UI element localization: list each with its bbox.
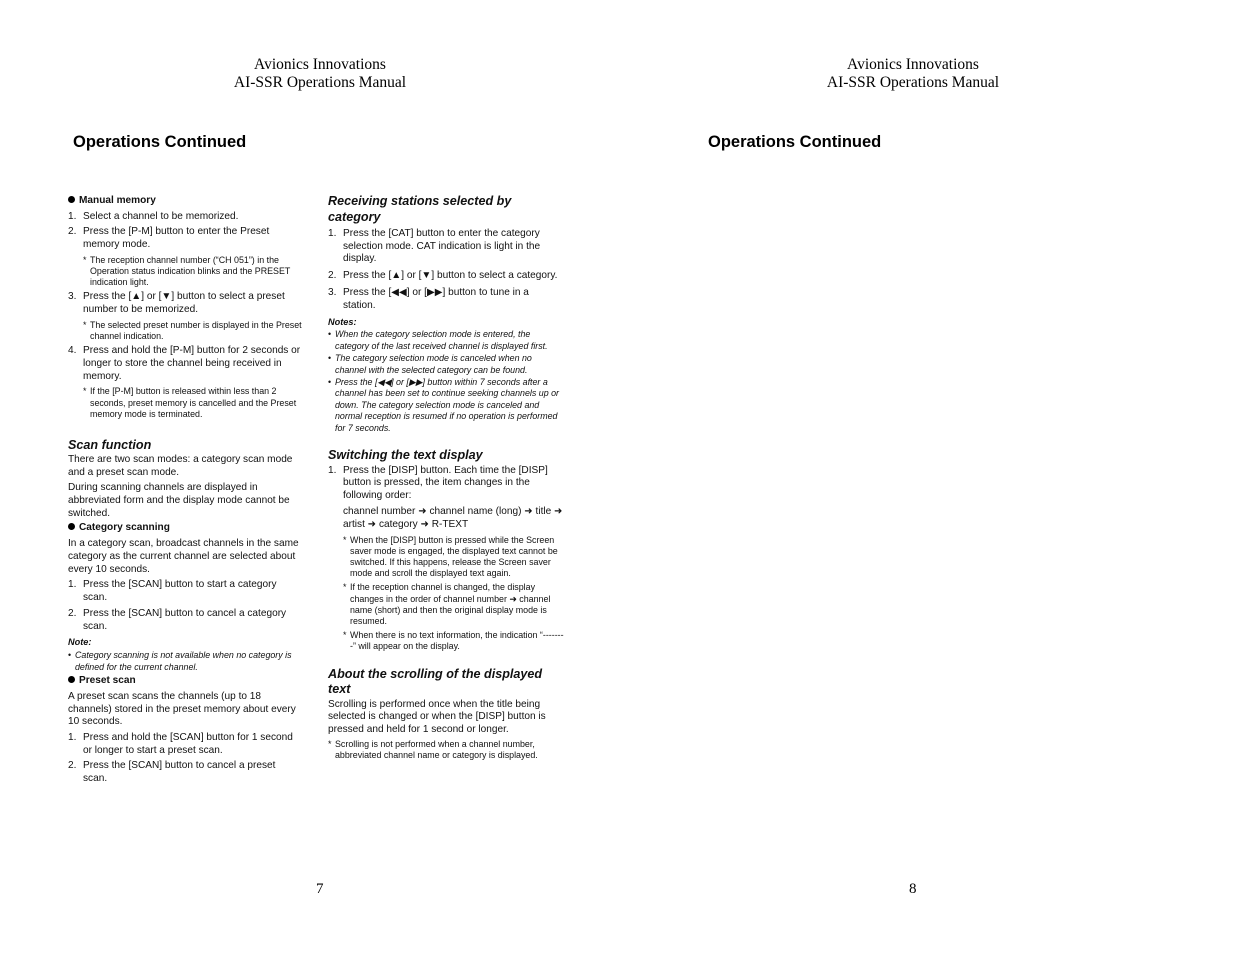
bullet-icon	[68, 676, 75, 683]
list-item: 4. Press and hold the [P-M] button for 2 seconds or longer to store the channel being received in memory.	[68, 344, 301, 382]
manual-memory-steps	[68, 211, 302, 252]
display-steps	[328, 465, 564, 503]
note-item: • When the category selection mode is entered, the category of the last received channel is displayed first.	[328, 329, 564, 352]
paragraph: During scanning channels are displayed in abbreviated form and the display mode cannot be switched.	[68, 482, 290, 519]
list-item: 2. Press the [▲] or [▼] button to select a category.	[328, 270, 558, 282]
header-company: Avionics Innovations	[254, 56, 386, 73]
footnote: * Scrolling is not performed when a channel number, abbreviated channel name or category is displayed.	[328, 739, 564, 761]
footnote: * If the reception channel is changed, the display changes in the order of channel number ➜ channel name (short) and then the original display mode is resumed.	[343, 582, 564, 627]
category-scan-steps	[68, 579, 302, 633]
footnote: * The reception channel number (“CH 051”) in the Operation status indication blinks and the PRESET indication light.	[83, 255, 302, 289]
paragraph: There are two scan modes: a category scan mode and a preset scan mode.	[68, 454, 293, 479]
manual-memory-steps-cont	[68, 345, 302, 383]
footnote: * If the [P-M] button is released within less than 2 seconds, preset memory is cancelled and the Preset memory mode is terminated.	[83, 386, 302, 420]
display-order: channel number ➜ channel name (long) ➜ title ➜ artist ➜ category ➜ R-TEXT	[343, 505, 563, 530]
list-item: 3. Press the [◀◀] or [▶▶] button to tune in a station.	[328, 286, 529, 311]
note-item: • The category selection mode is canceled when no channel with the selected category can be found.	[328, 353, 564, 376]
paragraph: A preset scan scans the channels (up to 18 channels) stored in the preset memory about every 10 seconds.	[68, 690, 296, 728]
receiving-by-category-title: Receiving stations selected by category	[328, 194, 512, 224]
note-item: • Press the [◀◀] or [▶▶] button within 7 seconds after a channel has been set to continue seeking channels up or down. The category selection mode is canceled and normal reception is resumed if no operation is performed for 7 seconds.	[328, 377, 564, 434]
footnote: * When there is no text information, the indication “--------” will appear on the display.	[343, 630, 564, 652]
section-title: Operations Continued	[708, 133, 882, 151]
bullet-icon	[68, 523, 75, 530]
footnote: * When the [DISP] button is pressed while the Screen saver mode is engaged, the displayed text cannot be switched. If this happens, release the Screen saver mode and scroll the displayed text again.	[343, 535, 564, 580]
page-number: 8	[909, 881, 917, 897]
list-item: 2. Press the [SCAN] button to cancel a preset scan.	[68, 760, 276, 785]
page-number: 7	[316, 881, 324, 897]
manual-memory-steps-cont	[68, 291, 302, 317]
page-header	[170, 56, 470, 92]
footnote: * The selected preset number is displayed in the Preset channel indication.	[83, 320, 302, 342]
column-right	[328, 194, 564, 761]
header-company: Avionics Innovations	[847, 56, 979, 73]
bullet-icon	[68, 196, 75, 203]
list-item: 1. Press the [CAT] button to enter the category selection mode. CAT indication is light in the display.	[328, 227, 541, 265]
section-title: Operations Continued	[73, 133, 247, 151]
note-item: • Category scanning is not available when no category is defined for the current channel.	[68, 650, 302, 673]
preset-scan-steps	[68, 732, 302, 786]
header-manual-title: AI-SSR Operations Manual	[826, 74, 1000, 91]
column-left	[68, 193, 302, 786]
paragraph: In a category scan, broadcast channels in the same category as the current channel are selected about every 10 seconds.	[68, 538, 299, 575]
list-item: 1. Press and hold the [SCAN] button for 1 second or longer to start a preset scan.	[68, 732, 293, 756]
manual-memory-heading: Manual memory	[68, 195, 302, 208]
header-manual-title: AI-SSR Operations Manual	[233, 74, 407, 91]
category-scanning-heading: Category scanning	[68, 522, 302, 535]
list-item: 2. Press the [SCAN] button to cancel a category scan.	[68, 607, 287, 632]
list-item: 1. Press the [DISP] button. Each time the [DISP] button is pressed, the item changes in the following order:	[328, 464, 548, 502]
right-page	[617, 0, 1235, 954]
list-item: 3. Press the [▲] or [▼] button to select a preset number to be memorized.	[68, 291, 285, 315]
note-label: Note:	[68, 637, 92, 648]
scan-function-title: Scan function	[68, 437, 152, 452]
preset-scan-heading: Preset scan	[68, 675, 302, 688]
paragraph: Scrolling is performed once when the title being selected is changed or when the [DISP] button is pressed and held for 1 second or longer.	[328, 698, 546, 736]
category-steps	[328, 228, 564, 313]
list-item: 1. Press the [SCAN] button to start a category scan.	[68, 579, 277, 604]
page-header	[763, 56, 1063, 92]
switching-display-title: Switching the text display	[328, 448, 483, 463]
list-item: 1. Select a channel to be memorized.	[68, 210, 239, 222]
left-page	[0, 0, 617, 954]
list-item: 2. Press the [P-M] button to enter the Preset memory mode.	[68, 226, 270, 250]
notes-label: Notes:	[328, 316, 357, 327]
scrolling-title: About the scrolling of the displayed text	[328, 666, 543, 697]
